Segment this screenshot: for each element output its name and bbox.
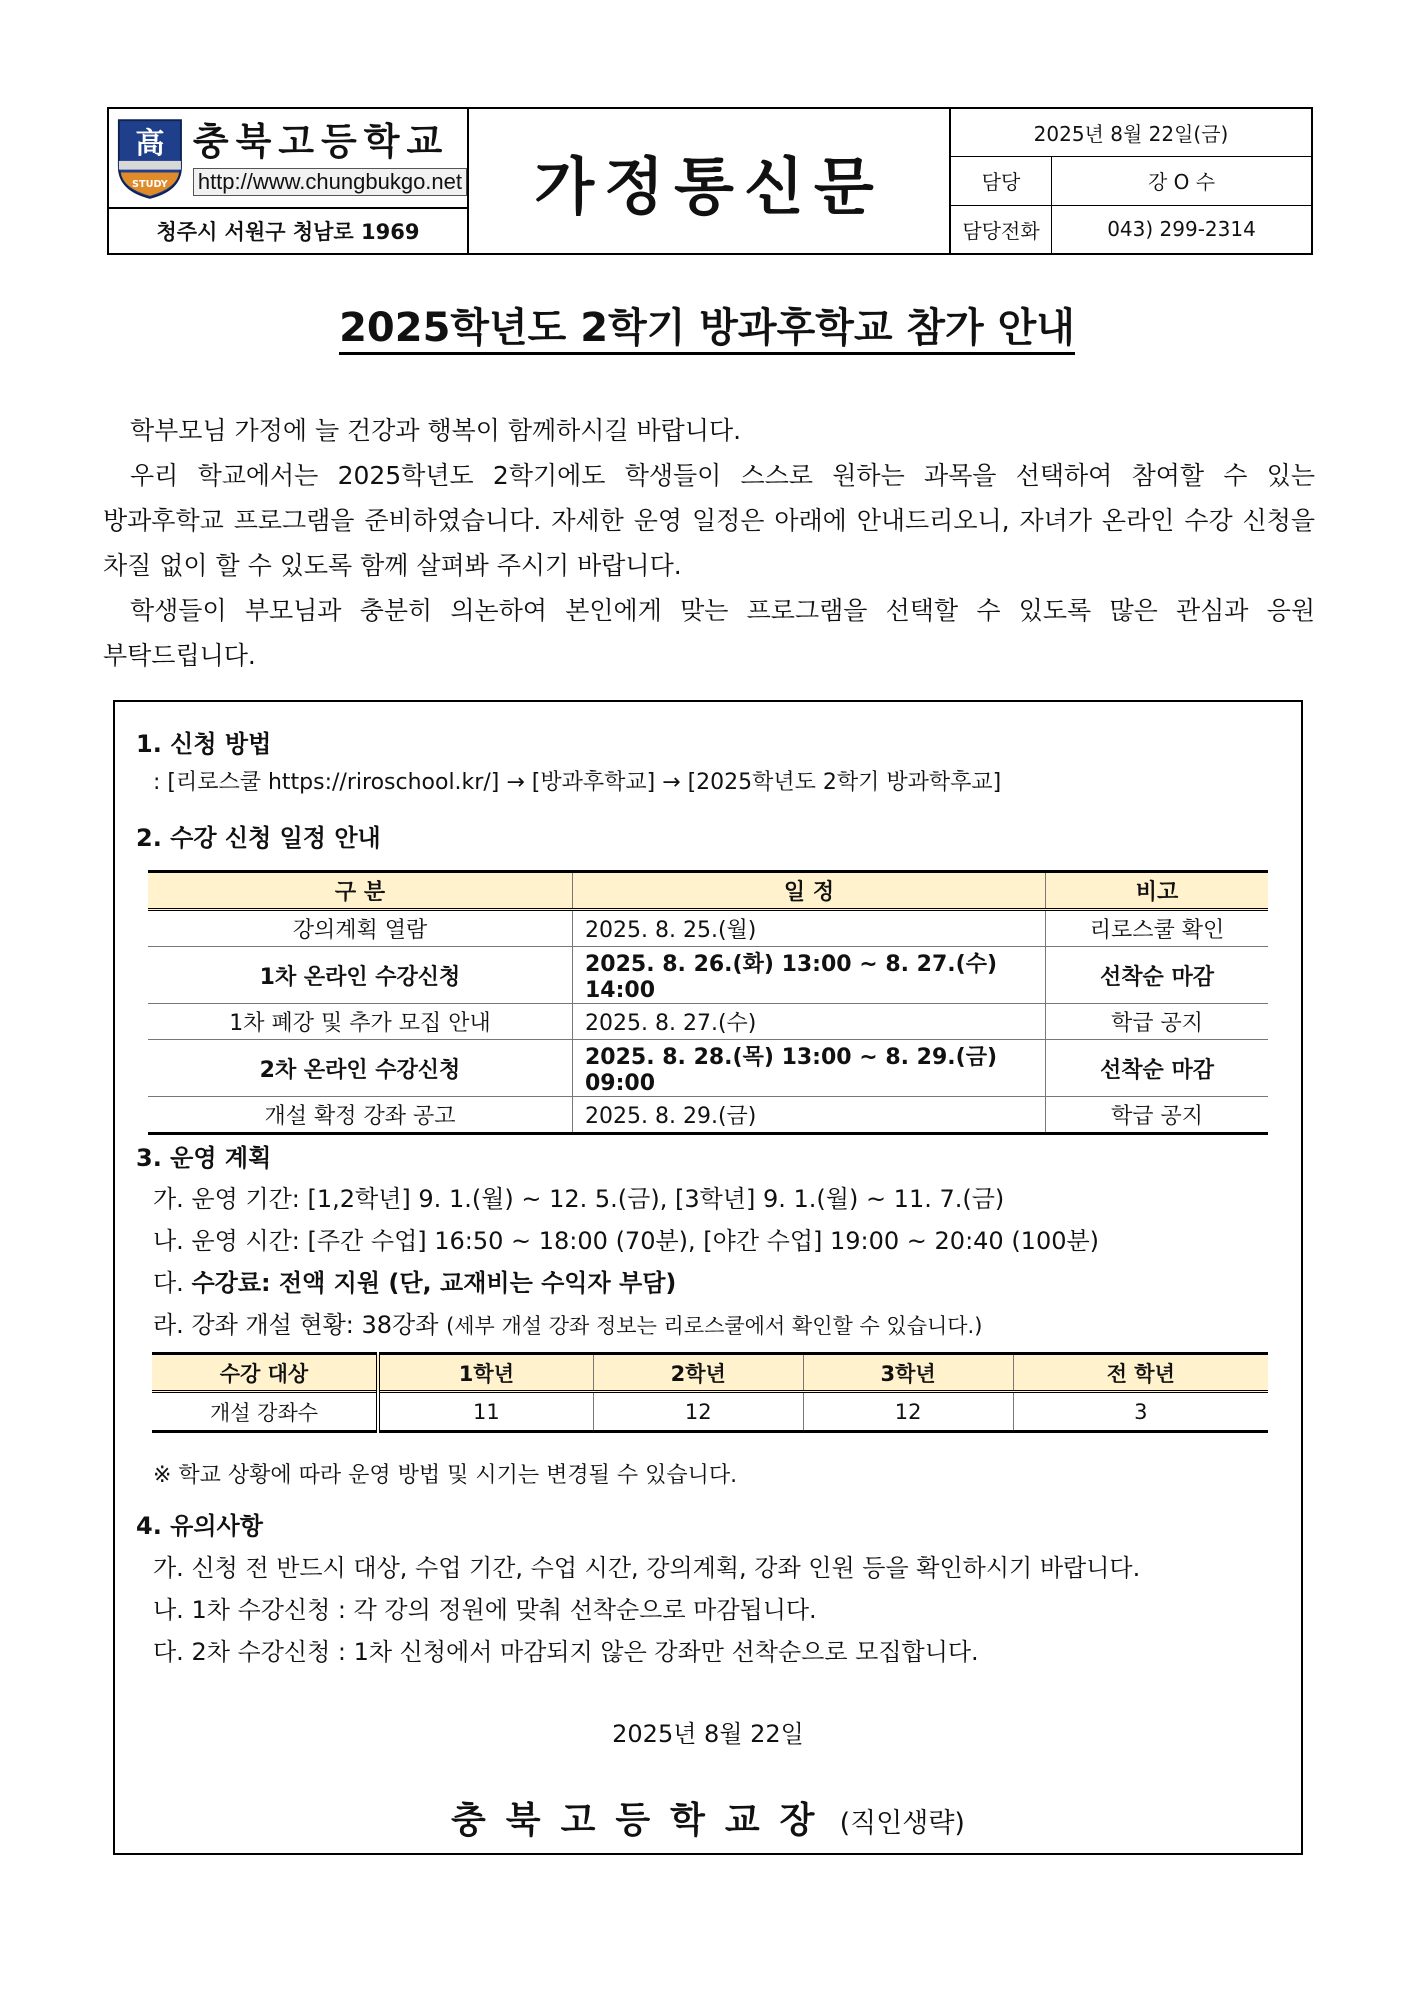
- table-cell: 1차 온라인 수강신청: [148, 947, 573, 1004]
- tuition-text: 수강료: 전액 지원 (단, 교재비는 수익자 부담): [191, 1269, 677, 1297]
- caution-item: 다. 2차 수강신청 : 1차 신청에서 마감되지 않은 강좌만 선착순으로 모집합니다.: [153, 1638, 979, 1666]
- schedule-table: [148, 870, 1268, 1135]
- apply-method-path: : [리로스쿨 https://riroschool.kr/] → [방과후학교] → [2025학년도 2학기 방과학후교]: [153, 770, 1002, 795]
- document-title: 2025학년도 2학기 방과후학교 참가 안내: [0, 303, 1414, 353]
- table-cell: 2025. 8. 29.(금): [573, 1097, 1046, 1134]
- table-row: [148, 1040, 1268, 1097]
- table-cell: 2025. 8. 25.(월): [573, 910, 1046, 947]
- footer-date: 2025년 8월 22일: [612, 1720, 804, 1748]
- school-url[interactable]: http://www.chungbukgo.net: [193, 168, 467, 196]
- table-cell: 선착순 마감: [1046, 947, 1269, 1004]
- table-cell: 2025. 8. 26.(화) 13:00 ~ 8. 27.(수) 14:00: [573, 947, 1046, 1004]
- tuition-line: [153, 1263, 676, 1298]
- table-row: [148, 1004, 1268, 1040]
- intro-text: [103, 408, 1315, 678]
- school-emblem-icon: [115, 115, 185, 201]
- course-count-table: [152, 1352, 1268, 1433]
- table-cell: 1차 폐강 및 추가 모집 안내: [148, 1004, 573, 1040]
- emblem-char: 高: [135, 126, 165, 161]
- seal-note: (직인생략): [839, 1808, 965, 1839]
- table-row: [152, 1392, 1268, 1432]
- principal-name: 충북고등학교장: [451, 1800, 835, 1841]
- phone-label: 담당전화: [951, 206, 1052, 253]
- table-cell: 11: [378, 1392, 593, 1432]
- table-cell: 12: [803, 1392, 1013, 1432]
- table-cell: 2025. 8. 28.(목) 13:00 ~ 8. 29.(금) 09:00: [573, 1040, 1046, 1097]
- school-address: 청주시 서원구 청남로 1969: [156, 220, 420, 244]
- column-header: 비고: [1046, 872, 1269, 910]
- table-cell: 학급 공지: [1046, 1004, 1269, 1040]
- doc-info-block: [951, 109, 1311, 253]
- intro-paragraph: 학부모님 가정에 늘 건강과 행복이 함께하시길 바랍니다.: [130, 416, 742, 445]
- course-status-main: 라. 강좌 개설 현황: 38강좌: [153, 1311, 447, 1339]
- table-row: [148, 910, 1268, 947]
- caution-item: 가. 신청 전 반드시 대상, 수업 기간, 수업 시간, 강의계획, 강좌 인원 등을 확인하시기 바랍니다.: [153, 1554, 1141, 1582]
- section-2-heading: 2. 수강 신청 일정 안내: [136, 824, 381, 852]
- table-cell: 2025. 8. 27.(수): [573, 1004, 1046, 1040]
- details-box: [113, 700, 1303, 1855]
- manager-label: 담당: [951, 157, 1052, 204]
- table-row: [148, 947, 1268, 1004]
- intro-paragraph: 우리 학교에서는 2025학년도 2학기에도 학생들이 스스로 원하는 과목을 선택하여 참여할 수 있는 방과후학교 프로그램을 준비하였습니다. 자세한 운영 일정은 아래에 안내드리오니, 자녀가 온라인 수강 신청을 차질 없이 할 수 있도록 함께 살펴봐 주시기 바랍니다.: [103, 461, 1315, 580]
- letter-header: [107, 107, 1313, 255]
- operation-time: 나. 운영 시간: [주간 수업] 16:50 ~ 18:00 (70분), [야간 수업] 19:00 ~ 20:40 (100분): [153, 1227, 1100, 1255]
- section-3-heading: 3. 운영 계획: [136, 1144, 272, 1172]
- operation-period: 가. 운영 기간: [1,2학년] 9. 1.(월) ~ 12. 5.(금), [3학년] 9. 1.(월) ~ 11. 7.(금): [153, 1185, 1005, 1213]
- course-status-line: [153, 1305, 982, 1340]
- manager-value: 강 O 수: [1147, 170, 1216, 195]
- table-cell: 강의계획 열람: [148, 910, 573, 947]
- table-cell: 12: [593, 1392, 803, 1432]
- row-label: 개설 강좌수: [152, 1392, 378, 1432]
- column-header: 3학년: [803, 1354, 1013, 1392]
- column-header: 일 정: [573, 872, 1046, 910]
- caution-item: 나. 1차 수강신청 : 각 강의 정원에 맞춰 선착순으로 마감됩니다.: [153, 1596, 817, 1624]
- intro-paragraph: 학생들이 부모님과 충분히 의논하여 본인에게 맞는 프로그램을 선택할 수 있도록 많은 관심과 응원 부탁드립니다.: [103, 596, 1315, 670]
- emblem-band-text: STUDY: [132, 179, 168, 191]
- section-4-heading: 4. 유의사항: [136, 1512, 263, 1540]
- course-status-note: (세부 개설 강좌 정보는 리로스쿨에서 확인할 수 있습니다.): [446, 1314, 983, 1338]
- table-cell: 리로스쿨 확인: [1046, 910, 1269, 947]
- column-header: 1학년: [378, 1354, 593, 1392]
- school-name: 충북고등학교: [192, 120, 450, 163]
- change-notice: ※ 학교 상황에 따라 운영 방법 및 시기는 변경될 수 있습니다.: [153, 1463, 738, 1488]
- table-cell: 선착순 마감: [1046, 1040, 1269, 1097]
- column-header: 전 학년: [1013, 1354, 1268, 1392]
- column-header: 수강 대상: [152, 1354, 378, 1392]
- table-cell: 학급 공지: [1046, 1097, 1269, 1134]
- school-block: [109, 109, 469, 253]
- school-logo-row: [109, 109, 467, 209]
- phone-value: 043) 299-2314: [1107, 217, 1256, 242]
- tuition-prefix: 다.: [153, 1269, 192, 1297]
- section-1-heading: 1. 신청 방법: [136, 730, 272, 758]
- table-cell: 3: [1013, 1392, 1268, 1432]
- doc-type-title: 가정통신문: [469, 109, 951, 253]
- principal-signature: [115, 1792, 1301, 1843]
- doc-date: 2025년 8월 22일(금): [1033, 122, 1229, 147]
- table-row: [148, 1097, 1268, 1134]
- column-header: 구 분: [148, 872, 573, 910]
- table-cell: 2차 온라인 수강신청: [148, 1040, 573, 1097]
- table-cell: 개설 확정 강좌 공고: [148, 1097, 573, 1134]
- column-header: 2학년: [593, 1354, 803, 1392]
